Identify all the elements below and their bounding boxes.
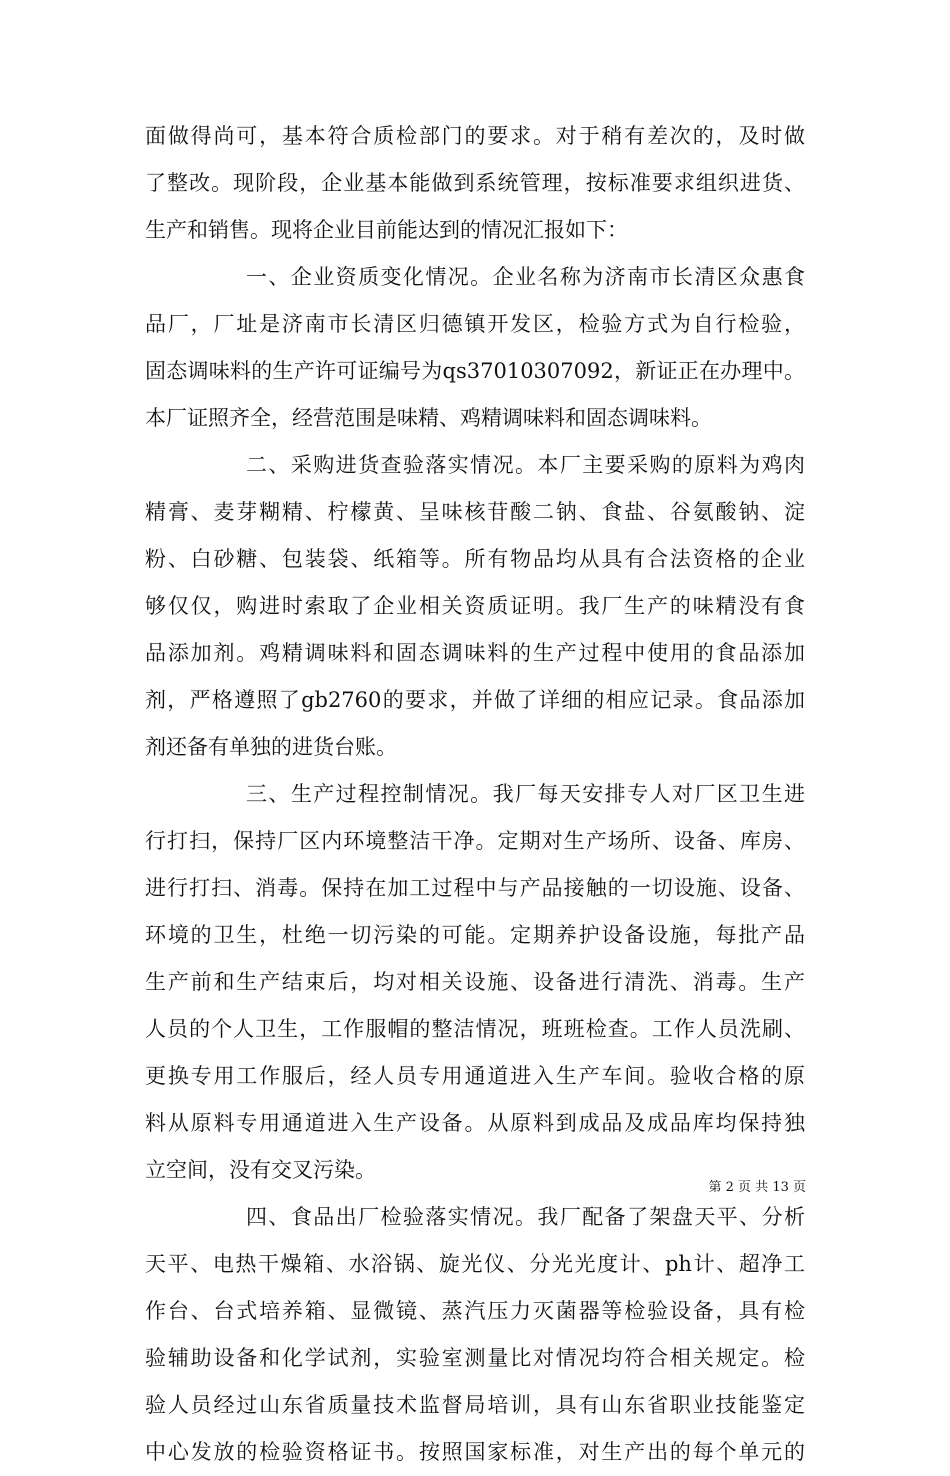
page-number: 第 2 页 共 13 页 [708,1180,806,1195]
text-line: 本厂证照齐全，经营范围是味精、鸡精调味料和固态调味料。 [145,406,712,430]
text-line: 天平、电热干燥箱、水浴锅、旋光仪、分光光度计、ph计、超净工 [145,1252,805,1276]
document-body [145,113,805,1476]
text-line: 了整改。现阶段，企业基本能做到系统管理，按标准要求组织进货、 [145,171,805,195]
paragraph-first-line: 四、食品出厂检验落实情况。我厂配备了架盘天平、分析 [246,1205,805,1229]
text-line: 生产前和生产结束后，均对相关设施、设备进行清洗、消毒。生产 [145,970,805,994]
text-line: 作台、台式培养箱、显微镜、蒸汽压力灭菌器等检验设备，具有检 [145,1299,805,1323]
paragraph-first-line: 一、企业资质变化情况。企业名称为济南市长清区众惠食 [246,265,805,289]
text-line: 行打扫，保持厂区内环境整洁干净。定期对生产场所、设备、库房、 [145,829,805,853]
text-line: 生产和销售。现将企业目前能达到的情况汇报如下： [145,218,628,242]
text-line: 人员的个人卫生，工作服帽的整洁情况，班班检查。工作人员洗刷、 [145,1017,805,1041]
paragraph-first-line: 三、生产过程控制情况。我厂每天安排专人对厂区卫生进 [246,782,805,806]
text-line: 固态调味料的生产许可证编号为qs37010307092，新证正在办理中。 [145,359,805,383]
text-line: 剂，严格遵照了gb2760的要求，并做了详细的相应记录。食品添加 [145,688,805,712]
text-line: 料从原料专用通道进入生产设备。从原料到成品及成品库均保持独 [145,1111,805,1135]
paragraph-first-line: 二、采购进货查验落实情况。本厂主要采购的原料为鸡肉 [246,453,805,477]
text-line: 进行打扫、消毒。保持在加工过程中与产品接触的一切设施、设备、 [145,876,805,900]
text-line: 更换专用工作服后，经人员专用通道进入生产车间。验收合格的原 [145,1064,805,1088]
text-line: 验辅助设备和化学试剂，实验室测量比对情况均符合相关规定。检 [145,1346,805,1370]
text-line: 够仅仅，购进时索取了企业相关资质证明。我厂生产的味精没有食 [145,594,805,618]
text-line: 粉、白砂糖、包装袋、纸箱等。所有物品均从具有合法资格的企业 [145,547,805,571]
text-line: 环境的卫生，杜绝一切污染的可能。定期养护设备设施，每批产品 [145,923,805,947]
text-line: 精膏、麦芽糊精、柠檬黄、呈味核苷酸二钠、食盐、谷氨酸钠、淀 [145,500,805,524]
text-line: 中心发放的检验资格证书。按照国家标准，对生产出的每个单元的 [145,1440,805,1464]
text-line: 立空间，没有交叉污染。 [145,1158,376,1182]
text-line: 品添加剂。鸡精调味料和固态调味料的生产过程中使用的食品添加 [145,641,805,665]
text-line: 品厂，厂址是济南市长清区归德镇开发区，检验方式为自行检验， [145,312,805,336]
text-line: 面做得尚可，基本符合质检部门的要求。对于稍有差次的，及时做 [145,124,805,148]
text-line: 剂还备有单独的进货台账。 [145,735,397,759]
text-line: 验人员经过山东省质量技术监督局培训，具有山东省职业技能鉴定 [145,1393,805,1417]
